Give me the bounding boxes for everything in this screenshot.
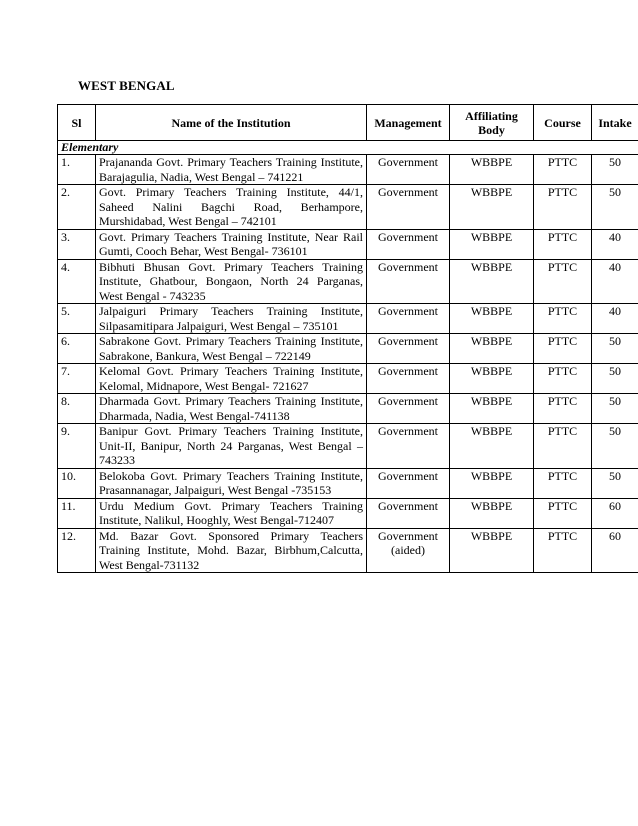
cell-sl: 6.: [58, 334, 96, 364]
cell-affiliating-body: WBBPE: [450, 155, 534, 185]
cell-management: Government: [367, 394, 450, 424]
cell-course: PTTC: [534, 259, 592, 304]
cell-sl: 4.: [58, 259, 96, 304]
cell-affiliating-body: WBBPE: [450, 259, 534, 304]
cell-intake: 50: [592, 364, 638, 394]
column-header-affiliating-body: Affiliating Body: [450, 105, 534, 141]
cell-management: Government (aided): [367, 528, 450, 573]
table-row: [58, 528, 638, 573]
column-header-name: Name of the Institution: [96, 105, 367, 141]
table-row: [58, 394, 638, 424]
cell-course: PTTC: [534, 304, 592, 334]
cell-sl: 12.: [58, 528, 96, 573]
cell-intake: 40: [592, 259, 638, 304]
cell-affiliating-body: WBBPE: [450, 424, 534, 469]
cell-affiliating-body: WBBPE: [450, 364, 534, 394]
cell-course: PTTC: [534, 364, 592, 394]
cell-course: PTTC: [534, 424, 592, 469]
cell-affiliating-body: WBBPE: [450, 468, 534, 498]
table-row: [58, 334, 638, 364]
cell-affiliating-body: WBBPE: [450, 498, 534, 528]
cell-management: Government: [367, 498, 450, 528]
cell-institution-name: Banipur Govt. Primary Teachers Training Institute, Unit-II, Banipur, North 24 Parganas, West Bengal – 743233: [96, 424, 367, 469]
table-row: [58, 468, 638, 498]
cell-affiliating-body: WBBPE: [450, 185, 534, 230]
cell-intake: 50: [592, 468, 638, 498]
cell-management: Government: [367, 155, 450, 185]
cell-management: Government: [367, 364, 450, 394]
cell-management: Government: [367, 229, 450, 259]
cell-intake: 50: [592, 155, 638, 185]
section-label: Elementary: [58, 141, 638, 155]
cell-intake: 50: [592, 394, 638, 424]
table-row: [58, 259, 638, 304]
cell-course: PTTC: [534, 528, 592, 573]
cell-institution-name: Belokoba Govt. Primary Teachers Training Institute, Prasannanagar, Jalpaiguri, West Bengal -735153: [96, 468, 367, 498]
page-title: WEST BENGAL: [78, 78, 175, 93]
column-header-management: Management: [367, 105, 450, 141]
column-header-intake: Intake: [592, 105, 638, 141]
cell-sl: 11.: [58, 498, 96, 528]
cell-affiliating-body: WBBPE: [450, 334, 534, 364]
cell-sl: 3.: [58, 229, 96, 259]
cell-sl: 10.: [58, 468, 96, 498]
cell-management: Government: [367, 304, 450, 334]
cell-sl: 1.: [58, 155, 96, 185]
cell-course: PTTC: [534, 468, 592, 498]
cell-institution-name: Govt. Primary Teachers Training Institute, Near Rail Gumti, Cooch Behar, West Bengal- 736101: [96, 229, 367, 259]
cell-course: PTTC: [534, 155, 592, 185]
column-header-sl: Sl: [58, 105, 96, 141]
institutions-table: [57, 104, 638, 573]
cell-affiliating-body: WBBPE: [450, 394, 534, 424]
table-row: [58, 304, 638, 334]
cell-management: Government: [367, 334, 450, 364]
cell-management: Government: [367, 424, 450, 469]
cell-intake: 50: [592, 334, 638, 364]
cell-institution-name: Md. Bazar Govt. Sponsored Primary Teachers Training Institute, Mohd. Bazar, Birbhum,Calcutta, West Bengal-731132: [96, 528, 367, 573]
table-row: [58, 155, 638, 185]
table-row: [58, 229, 638, 259]
cell-management: Government: [367, 259, 450, 304]
cell-intake: 50: [592, 424, 638, 469]
cell-course: PTTC: [534, 394, 592, 424]
cell-sl: 5.: [58, 304, 96, 334]
section-row: [58, 141, 638, 155]
cell-sl: 9.: [58, 424, 96, 469]
cell-institution-name: Prajananda Govt. Primary Teachers Training Institute, Barajagulia, Nadia, West Bengal – 741221: [96, 155, 367, 185]
table-row: [58, 185, 638, 230]
cell-affiliating-body: WBBPE: [450, 528, 534, 573]
cell-institution-name: Urdu Medium Govt. Primary Teachers Training Institute, Nalikul, Hooghly, West Bengal-712407: [96, 498, 367, 528]
cell-intake: 40: [592, 304, 638, 334]
cell-institution-name: Bibhuti Bhusan Govt. Primary Teachers Training Institute, Ghatbour, Bongaon, North 24 Parganas, West Bengal - 743235: [96, 259, 367, 304]
cell-course: PTTC: [534, 229, 592, 259]
cell-intake: 50: [592, 185, 638, 230]
table-header-row: [58, 105, 638, 141]
cell-management: Government: [367, 468, 450, 498]
cell-course: PTTC: [534, 185, 592, 230]
cell-institution-name: Kelomal Govt. Primary Teachers Training Institute, Kelomal, Midnapore, West Bengal- 721627: [96, 364, 367, 394]
cell-institution-name: Govt. Primary Teachers Training Institute, 44/1, Saheed Nalini Bagchi Road, Berhampore, Murshidabad, West Bengal – 742101: [96, 185, 367, 230]
table-row: [58, 424, 638, 469]
cell-affiliating-body: WBBPE: [450, 229, 534, 259]
cell-intake: 60: [592, 528, 638, 573]
cell-management: Government: [367, 185, 450, 230]
cell-affiliating-body: WBBPE: [450, 304, 534, 334]
cell-course: PTTC: [534, 334, 592, 364]
cell-sl: 7.: [58, 364, 96, 394]
cell-sl: 8.: [58, 394, 96, 424]
table-body: [58, 141, 638, 573]
cell-institution-name: Jalpaiguri Primary Teachers Training Institute, Silpasamitipara Jalpaiguri, West Bengal – 735101: [96, 304, 367, 334]
cell-sl: 2.: [58, 185, 96, 230]
cell-intake: 40: [592, 229, 638, 259]
cell-intake: 60: [592, 498, 638, 528]
table-row: [58, 498, 638, 528]
cell-course: PTTC: [534, 498, 592, 528]
cell-institution-name: Dharmada Govt. Primary Teachers Training Institute, Dharmada, Nadia, West Bengal-741138: [96, 394, 367, 424]
column-header-course: Course: [534, 105, 592, 141]
table-row: [58, 364, 638, 394]
cell-institution-name: Sabrakone Govt. Primary Teachers Training Institute, Sabrakone, Bankura, West Bengal – 722149: [96, 334, 367, 364]
